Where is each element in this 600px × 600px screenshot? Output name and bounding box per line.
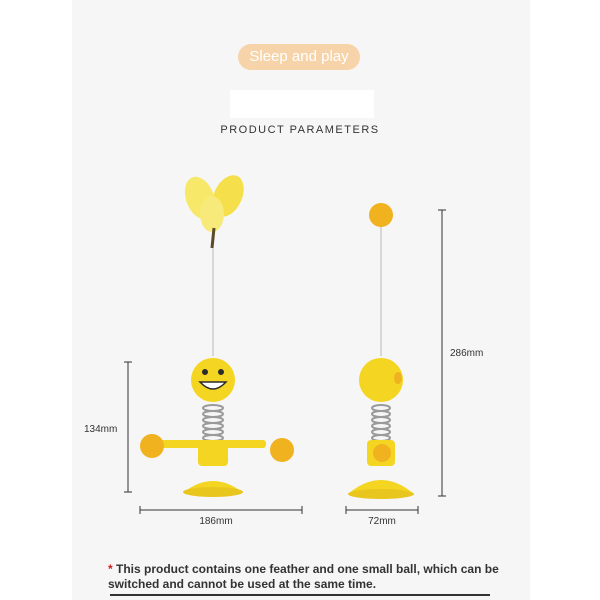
note-text: This product contains one feather and one small ball, which can be switched and cannot be used at the same time. [108,562,499,591]
ball-icon [369,203,393,227]
height-label-right: 286mm [450,348,484,359]
feather-toy-image [140,170,294,497]
width-label-right: 72mm [368,516,396,527]
width-label-left: 186mm [199,516,233,527]
spring-icon [203,405,223,441]
page-title: PRODUCT PARAMETERS [220,124,380,136]
smiley-face-icon [191,358,235,402]
dimension-lines [124,210,446,514]
sleep-and-play-badge: Sleep and play [238,44,360,70]
height-label-left: 134mm [84,424,118,435]
bottom-divider [110,594,490,596]
ball-toy-image [348,203,414,499]
product-note [108,562,508,592]
feather-icon [179,170,250,248]
note-asterisk: * [108,562,113,576]
